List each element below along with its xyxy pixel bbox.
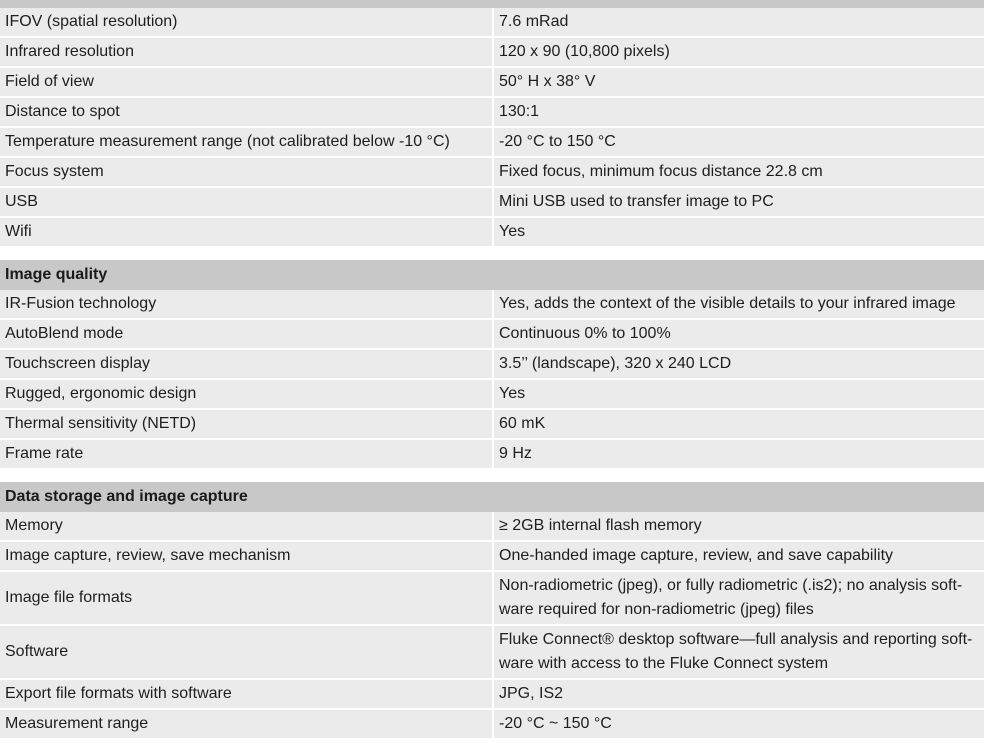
spec-value: ≥ 2GB internal flash memory xyxy=(494,512,984,540)
spec-value: Fixed focus, minimum focus distance 22.8 cm xyxy=(494,158,984,186)
table-row xyxy=(0,188,984,218)
table-row xyxy=(0,98,984,128)
spec-value: Yes xyxy=(494,380,984,408)
table-row xyxy=(0,158,984,188)
spec-label: Touchscreen display xyxy=(0,350,492,378)
spec-value: 50° H x 38° V xyxy=(494,68,984,96)
table-row xyxy=(0,440,984,470)
spec-value-line: ware with access to the Fluke Connect system xyxy=(499,655,829,672)
spec-value: -20 °C ~ 150 °C xyxy=(494,710,984,738)
table-row xyxy=(0,38,984,68)
table-row xyxy=(0,320,984,350)
spec-value xyxy=(494,626,984,678)
table-row xyxy=(0,128,984,158)
spec-label: Image capture, review, save mechanism xyxy=(0,542,492,570)
spec-value: Yes xyxy=(494,218,984,246)
spec-label: Export file formats with software xyxy=(0,680,492,708)
section-gap xyxy=(0,248,984,260)
spec-label: IFOV (spatial resolution) xyxy=(0,8,492,36)
spec-value: 7.6 mRad xyxy=(494,8,984,36)
spec-value-line: Fluke Connect® desktop software—full analysis and reporting soft- xyxy=(499,631,973,648)
section-header-image-quality: Image quality xyxy=(0,260,984,290)
spec-label: USB xyxy=(0,188,492,216)
spec-label: Infrared resolution xyxy=(0,38,492,66)
table-row xyxy=(0,512,984,542)
table-row xyxy=(0,542,984,572)
section-header-data-storage: Data storage and image capture xyxy=(0,482,984,512)
table-row xyxy=(0,218,984,248)
spec-label: Rugged, ergonomic design xyxy=(0,380,492,408)
spec-value: 120 x 90 (10,800 pixels) xyxy=(494,38,984,66)
spec-label: Frame rate xyxy=(0,440,492,468)
spec-value: 60 mK xyxy=(494,410,984,438)
table-row xyxy=(0,68,984,98)
table-row xyxy=(0,290,984,320)
spec-value: One-handed image capture, review, and save capability xyxy=(494,542,984,570)
spec-label: Image file formats xyxy=(0,572,492,624)
spec-label: Measurement range xyxy=(0,710,492,738)
table-row xyxy=(0,710,984,740)
spec-label: IR-Fusion technology xyxy=(0,290,492,318)
table-row xyxy=(0,410,984,440)
spec-label: Focus system xyxy=(0,158,492,186)
spec-value: 3.5’’ (landscape), 320 x 240 LCD xyxy=(494,350,984,378)
spec-label: Field of view xyxy=(0,68,492,96)
spec-label: Wifi xyxy=(0,218,492,246)
table-row xyxy=(0,380,984,410)
table-row xyxy=(0,572,984,626)
table-row xyxy=(0,680,984,710)
spec-label: Software xyxy=(0,626,492,678)
spec-value-line: ware required for non-radiometric (jpeg) files xyxy=(499,601,814,618)
spec-value: Continuous 0% to 100% xyxy=(494,320,984,348)
spec-value: Mini USB used to transfer image to PC xyxy=(494,188,984,216)
spec-label: Distance to spot xyxy=(0,98,492,126)
spec-value: -20 °C to 150 °C xyxy=(494,128,984,156)
spec-label: AutoBlend mode xyxy=(0,320,492,348)
table-row xyxy=(0,626,984,680)
spec-label: Temperature measurement range (not calibrated below -10 °C) xyxy=(0,128,492,156)
spec-value: JPG, IS2 xyxy=(494,680,984,708)
section-gap xyxy=(0,470,984,482)
spec-value: 9 Hz xyxy=(494,440,984,468)
spec-value: Yes, adds the context of the visible details to your infrared image xyxy=(494,290,984,318)
spec-value: 130:1 xyxy=(494,98,984,126)
spec-value xyxy=(494,572,984,624)
section-header-cut-off xyxy=(0,0,984,8)
table-row xyxy=(0,8,984,38)
spec-label: Thermal sensitivity (NETD) xyxy=(0,410,492,438)
spec-value-line: Non-radiometric (jpeg), or fully radiometric (.is2); no analysis soft- xyxy=(499,577,963,594)
table-row xyxy=(0,350,984,380)
spec-label: Memory xyxy=(0,512,492,540)
